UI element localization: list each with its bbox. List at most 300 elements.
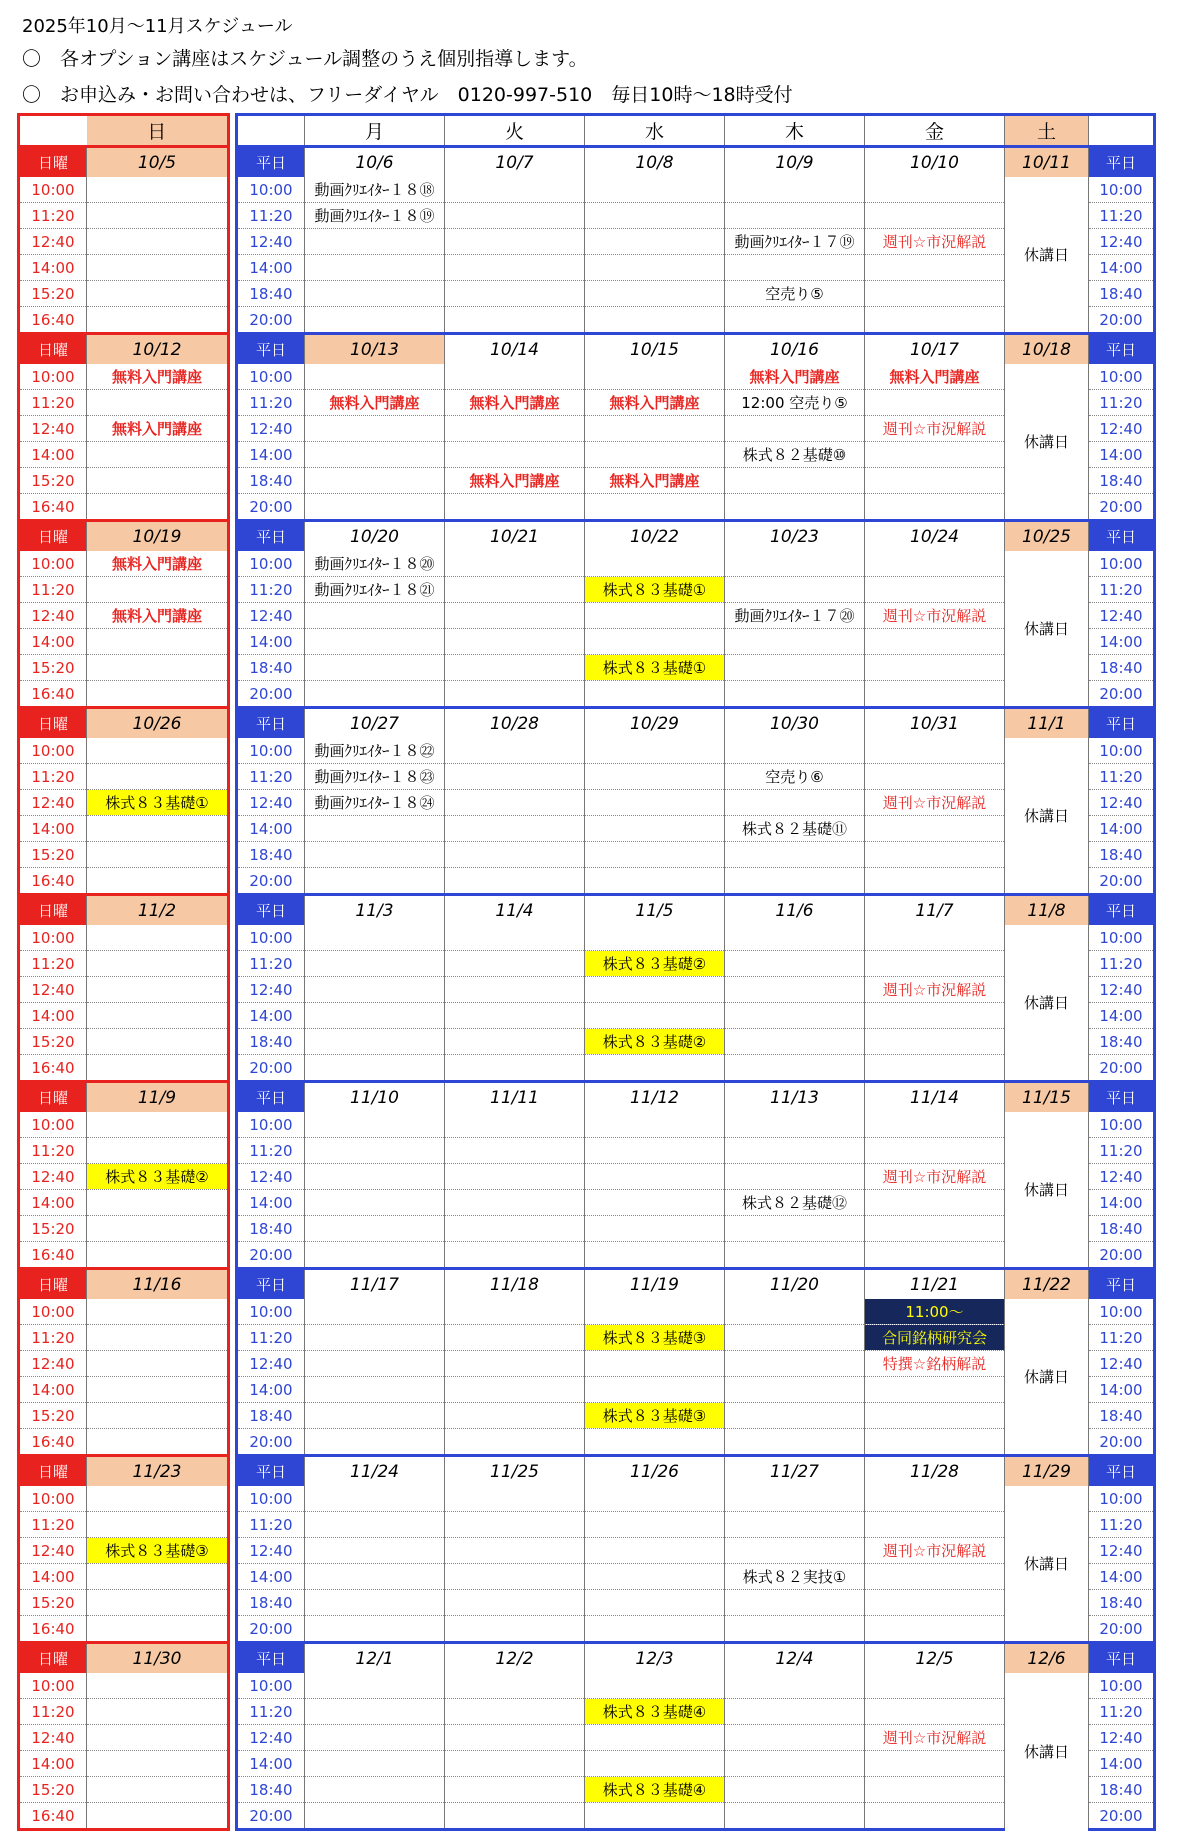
event-cell: 株式８３基礎①	[585, 577, 725, 603]
time-slot-row	[19, 364, 229, 390]
time-label: 20:00	[1089, 1803, 1155, 1830]
event-cell	[865, 442, 1005, 468]
event-cell	[725, 255, 865, 281]
event-cell: 無料入門講座	[87, 603, 229, 629]
event-cell	[585, 1538, 725, 1564]
event-cell	[865, 868, 1005, 895]
time-slot-row	[19, 1403, 229, 1429]
sunday-tag: 日曜	[19, 895, 87, 926]
time-label: 20:00	[1099, 310, 1143, 329]
event-cell	[585, 1003, 725, 1029]
event-cell	[445, 842, 585, 868]
time-label: 12:40	[1089, 1725, 1155, 1751]
event-cell	[585, 177, 725, 203]
event-cell: 週刊☆市況解説	[865, 416, 1005, 442]
time-label: 14:00	[237, 1564, 305, 1590]
time-slot-row	[237, 364, 1155, 390]
time-label: 14:00	[237, 816, 305, 842]
time-slot-row	[19, 816, 229, 842]
time-slot-row	[19, 1055, 229, 1082]
time-label: 10:00	[237, 1486, 305, 1512]
time-label: 12:40	[1089, 603, 1155, 629]
time-label: 11:20	[237, 390, 305, 416]
date-sat: 11/15	[1005, 1082, 1089, 1113]
date-sunday: 10/26	[87, 708, 229, 739]
event-cell	[585, 629, 725, 655]
date-tue: 11/11	[445, 1082, 585, 1113]
time-label: 11:20	[19, 1325, 87, 1351]
time-label: 10:00	[19, 364, 87, 390]
event-cell	[445, 1486, 585, 1512]
event-cell	[585, 203, 725, 229]
event-cell	[305, 1377, 445, 1403]
event-cell	[305, 1029, 445, 1055]
time-slot-row	[19, 1512, 229, 1538]
time-label: 12:40	[237, 1725, 305, 1751]
time-label: 11:20	[19, 1138, 87, 1164]
event-cell	[87, 1564, 229, 1590]
date-fri: 11/7	[865, 895, 1005, 926]
date-sat: 10/18	[1005, 334, 1089, 365]
date-wed: 11/26	[585, 1456, 725, 1487]
event-cell	[87, 1325, 229, 1351]
event-cell	[585, 1216, 725, 1242]
event-cell	[305, 951, 445, 977]
time-slot-row	[19, 603, 229, 629]
event-cell	[725, 1351, 865, 1377]
event-cell: 無料入門講座	[87, 551, 229, 577]
week-header-row	[19, 1269, 229, 1300]
time-label: 10:00	[237, 738, 305, 764]
time-slot-row	[19, 1216, 229, 1242]
event-cell	[585, 1803, 725, 1830]
event-cell	[865, 551, 1005, 577]
event-cell	[305, 868, 445, 895]
event-cell	[445, 255, 585, 281]
time-label: 11:20	[1089, 1325, 1155, 1351]
time-label: 10:00	[237, 1299, 305, 1325]
event-cell	[87, 1055, 229, 1082]
holiday-cell: 休講日	[1005, 364, 1089, 521]
event-cell: 株式８２実技①	[725, 1564, 865, 1590]
time-label: 15:20	[19, 1590, 87, 1616]
time-label: 14:00	[237, 629, 305, 655]
time-label: 18:40	[1089, 1216, 1155, 1242]
event-cell	[725, 629, 865, 655]
event-cell	[445, 1538, 585, 1564]
event-cell	[87, 1138, 229, 1164]
event-cell	[865, 281, 1005, 307]
event-cell	[87, 681, 229, 708]
event-cell	[585, 1673, 725, 1699]
day-name-wed: 水	[585, 115, 725, 147]
time-label: 11:20	[1089, 203, 1155, 229]
event-cell	[445, 816, 585, 842]
event-cell	[445, 977, 585, 1003]
event-cell	[87, 738, 229, 764]
time-label: 12:40	[237, 1351, 305, 1377]
weekday-tag: 平日	[237, 1269, 305, 1300]
time-slot-row	[19, 1429, 229, 1456]
event-cell	[305, 1216, 445, 1242]
time-label: 12:40	[1089, 229, 1155, 255]
corner-cell	[237, 115, 305, 147]
date-wed: 11/12	[585, 1082, 725, 1113]
time-label: 11:20	[19, 1512, 87, 1538]
weekday-tag: 平日	[237, 334, 305, 365]
week-header-row	[237, 521, 1155, 552]
time-label: 11:20	[19, 390, 87, 416]
time-label: 14:00	[19, 1751, 87, 1777]
time-label: 11:20	[1089, 1138, 1155, 1164]
date-sunday: 11/16	[87, 1269, 229, 1300]
time-label: 10:00	[1089, 1673, 1155, 1699]
date-thu: 12/4	[725, 1643, 865, 1674]
date-mon: 12/1	[305, 1643, 445, 1674]
event-cell	[725, 416, 865, 442]
date-tue: 11/18	[445, 1269, 585, 1300]
date-tue: 10/28	[445, 708, 585, 739]
event-cell	[585, 1055, 725, 1082]
event-cell: 特撰☆銘柄解説	[865, 1351, 1005, 1377]
event-cell	[865, 1751, 1005, 1777]
event-cell	[725, 1803, 865, 1830]
event-cell	[585, 1429, 725, 1456]
event-cell	[865, 738, 1005, 764]
time-slot-row	[19, 790, 229, 816]
event-cell	[725, 1242, 865, 1269]
weekday-tag: 平日	[1089, 147, 1155, 178]
event-cell	[445, 868, 585, 895]
time-slot-row	[19, 1564, 229, 1590]
time-label: 12:40	[19, 1164, 87, 1190]
time-label: 14:00	[237, 1190, 305, 1216]
holiday-cell: 休講日	[1005, 551, 1089, 708]
week-header-row	[19, 334, 229, 365]
event-cell	[87, 1029, 229, 1055]
event-cell	[445, 603, 585, 629]
event-cell	[305, 1055, 445, 1082]
time-slot-row	[19, 307, 229, 334]
event-cell: 無料入門講座	[305, 390, 445, 416]
date-wed: 10/15	[585, 334, 725, 365]
time-label: 18:40	[1089, 842, 1155, 868]
holiday-cell: 休講日	[1005, 1673, 1089, 1830]
time-label: 10:00	[1089, 177, 1155, 203]
event-cell	[445, 1590, 585, 1616]
event-cell	[725, 868, 865, 895]
time-label: 20:00	[249, 1245, 293, 1264]
event-cell: 合同銘柄研究会	[865, 1325, 1005, 1351]
time-slot-row	[19, 1673, 229, 1699]
event-cell	[445, 1325, 585, 1351]
event-cell	[305, 1299, 445, 1325]
event-cell	[305, 1564, 445, 1590]
event-cell: 無料入門講座	[445, 468, 585, 494]
sunday-tag: 日曜	[19, 334, 87, 365]
event-cell	[445, 925, 585, 951]
time-slot-row	[19, 577, 229, 603]
time-slot-row	[19, 738, 229, 764]
week-header-row	[237, 895, 1155, 926]
date-fri: 10/24	[865, 521, 1005, 552]
event-cell	[305, 1590, 445, 1616]
event-cell	[585, 764, 725, 790]
event-cell	[445, 1673, 585, 1699]
day-name-row	[237, 115, 1155, 147]
time-label: 18:40	[237, 281, 305, 307]
event-cell	[445, 1616, 585, 1643]
time-label: 12:40	[237, 790, 305, 816]
time-label: 20:00	[249, 684, 293, 703]
event-cell	[87, 1673, 229, 1699]
date-thu: 10/16	[725, 334, 865, 365]
event-cell	[865, 307, 1005, 334]
weekday-tag: 平日	[1089, 895, 1155, 926]
time-slot-row	[19, 764, 229, 790]
time-label: 10:00	[1089, 1299, 1155, 1325]
event-cell	[725, 1777, 865, 1803]
event-cell	[585, 229, 725, 255]
event-cell	[725, 468, 865, 494]
weekday-tag: 平日	[1089, 1269, 1155, 1300]
event-cell	[865, 468, 1005, 494]
event-cell	[87, 1803, 229, 1830]
week-header-row	[237, 1643, 1155, 1674]
weekday-tag: 平日	[1089, 521, 1155, 552]
time-label: 18:40	[237, 655, 305, 681]
time-label: 16:40	[31, 1619, 75, 1638]
sunday-tag: 日曜	[19, 1082, 87, 1113]
event-cell	[445, 1190, 585, 1216]
event-cell: 週刊☆市況解説	[865, 1164, 1005, 1190]
event-cell	[87, 494, 229, 521]
event-cell	[865, 1699, 1005, 1725]
time-label: 18:40	[237, 1403, 305, 1429]
date-thu: 11/13	[725, 1082, 865, 1113]
event-cell	[445, 629, 585, 655]
event-cell	[725, 951, 865, 977]
date-fri: 10/10	[865, 147, 1005, 178]
event-cell	[725, 1486, 865, 1512]
event-cell	[305, 925, 445, 951]
event-cell	[865, 1803, 1005, 1830]
event-cell	[305, 281, 445, 307]
event-cell: 動画ｸﾘｴｲﾀｰ１８㉑	[305, 577, 445, 603]
event-cell	[585, 442, 725, 468]
event-cell	[585, 738, 725, 764]
event-cell	[585, 255, 725, 281]
event-cell	[865, 494, 1005, 521]
event-cell	[865, 1777, 1005, 1803]
event-cell	[445, 951, 585, 977]
time-label: 15:20	[19, 1403, 87, 1429]
time-label: 14:00	[19, 1190, 87, 1216]
event-cell	[725, 1055, 865, 1082]
time-slot-row	[19, 629, 229, 655]
time-slot-row	[19, 468, 229, 494]
event-cell	[725, 1751, 865, 1777]
event-cell	[585, 1751, 725, 1777]
event-cell	[87, 1112, 229, 1138]
time-label: 14:00	[1089, 1564, 1155, 1590]
event-cell	[585, 416, 725, 442]
corner-cell	[19, 115, 87, 147]
event-cell	[725, 1299, 865, 1325]
event-cell: 動画ｸﾘｴｲﾀｰ１８⑲	[305, 203, 445, 229]
event-cell	[725, 1538, 865, 1564]
time-label: 15:20	[19, 1029, 87, 1055]
time-label: 16:40	[31, 1432, 75, 1451]
time-slot-row	[19, 1242, 229, 1269]
event-cell	[87, 629, 229, 655]
time-label: 11:20	[19, 1699, 87, 1725]
event-cell	[87, 842, 229, 868]
event-cell	[725, 177, 865, 203]
event-cell	[865, 1242, 1005, 1269]
event-cell	[865, 1003, 1005, 1029]
event-cell	[445, 1003, 585, 1029]
event-cell	[585, 1616, 725, 1643]
event-cell	[445, 1216, 585, 1242]
weekday-tag: 平日	[237, 1082, 305, 1113]
time-label: 10:00	[19, 738, 87, 764]
event-cell	[87, 255, 229, 281]
event-cell	[865, 1590, 1005, 1616]
event-cell	[87, 868, 229, 895]
event-cell: 株式８２基礎⑪	[725, 816, 865, 842]
date-sunday: 11/23	[87, 1456, 229, 1487]
event-cell	[865, 1673, 1005, 1699]
event-cell	[585, 1725, 725, 1751]
event-cell	[445, 177, 585, 203]
time-label: 15:20	[19, 1777, 87, 1803]
event-cell	[585, 1351, 725, 1377]
event-cell	[445, 1164, 585, 1190]
date-mon: 10/20	[305, 521, 445, 552]
event-cell	[445, 738, 585, 764]
weekday-tag: 平日	[1089, 334, 1155, 365]
event-cell	[445, 655, 585, 681]
time-label: 20:00	[249, 1058, 293, 1077]
sunday-tag: 日曜	[19, 1643, 87, 1674]
time-slot-row	[19, 1003, 229, 1029]
event-cell	[305, 255, 445, 281]
date-thu: 11/27	[725, 1456, 865, 1487]
corner-cell	[1089, 115, 1155, 147]
holiday-cell: 休講日	[1005, 738, 1089, 895]
week-header-row	[237, 1269, 1155, 1300]
event-cell: 株式８３基礎②	[585, 1029, 725, 1055]
event-cell	[305, 229, 445, 255]
event-cell	[445, 1377, 585, 1403]
time-label: 11:20	[1089, 951, 1155, 977]
event-cell	[725, 655, 865, 681]
week-header-row	[19, 521, 229, 552]
time-label: 11:20	[19, 951, 87, 977]
time-slot-row	[19, 1725, 229, 1751]
event-cell	[445, 1242, 585, 1269]
event-cell	[87, 229, 229, 255]
event-cell	[305, 1190, 445, 1216]
event-cell: 週刊☆市況解説	[865, 790, 1005, 816]
event-cell	[725, 1725, 865, 1751]
event-cell	[305, 1699, 445, 1725]
time-slot-row	[19, 416, 229, 442]
event-cell	[445, 1055, 585, 1082]
time-label: 15:20	[19, 1216, 87, 1242]
event-cell	[305, 1112, 445, 1138]
time-label: 18:40	[1089, 281, 1155, 307]
event-cell	[87, 1377, 229, 1403]
time-label: 12:40	[1089, 1164, 1155, 1190]
event-cell	[725, 1003, 865, 1029]
event-cell	[585, 1564, 725, 1590]
day-name-sunday: 日	[87, 115, 229, 147]
time-label: 18:40	[1089, 1029, 1155, 1055]
event-cell	[87, 655, 229, 681]
time-slot-row	[19, 681, 229, 708]
event-cell	[445, 1751, 585, 1777]
event-cell	[725, 1216, 865, 1242]
date-tue: 11/25	[445, 1456, 585, 1487]
event-cell: 空売り⑤	[725, 281, 865, 307]
time-label: 10:00	[1089, 364, 1155, 390]
holiday-cell: 休講日	[1005, 925, 1089, 1082]
day-name-tue: 火	[445, 115, 585, 147]
time-slot-row	[19, 951, 229, 977]
time-label: 18:40	[1089, 1777, 1155, 1803]
event-cell	[445, 1029, 585, 1055]
date-sat: 11/8	[1005, 895, 1089, 926]
event-cell	[865, 764, 1005, 790]
time-label: 14:00	[237, 1751, 305, 1777]
day-name-row	[19, 115, 229, 147]
event-cell: 無料入門講座	[725, 364, 865, 390]
event-cell	[865, 203, 1005, 229]
time-label: 11:20	[237, 1138, 305, 1164]
event-cell	[865, 1055, 1005, 1082]
time-label: 10:00	[237, 364, 305, 390]
date-wed: 12/3	[585, 1643, 725, 1674]
time-slot-row	[19, 868, 229, 895]
event-cell	[585, 1138, 725, 1164]
event-cell	[87, 1351, 229, 1377]
time-slot-row	[19, 1190, 229, 1216]
time-slot-row	[237, 551, 1155, 577]
time-slot-row	[19, 1325, 229, 1351]
time-slot-row	[19, 1351, 229, 1377]
event-cell: 無料入門講座	[445, 390, 585, 416]
time-slot-row	[19, 1616, 229, 1643]
time-label: 20:00	[1099, 1245, 1143, 1264]
time-label: 14:00	[237, 442, 305, 468]
weekday-tag: 平日	[1089, 1456, 1155, 1487]
time-slot-row	[19, 1029, 229, 1055]
weekday-schedule-table	[235, 113, 1156, 1831]
event-cell	[305, 1325, 445, 1351]
time-slot-row	[237, 1673, 1155, 1699]
event-cell	[445, 1725, 585, 1751]
event-cell	[585, 1590, 725, 1616]
date-sunday: 11/9	[87, 1082, 229, 1113]
time-label: 12:40	[1089, 1538, 1155, 1564]
time-label: 10:00	[1089, 551, 1155, 577]
event-cell: 動画ｸﾘｴｲﾀｰ１８⑱	[305, 177, 445, 203]
event-cell	[725, 1590, 865, 1616]
event-cell	[305, 1429, 445, 1456]
event-cell: 週刊☆市況解説	[865, 977, 1005, 1003]
